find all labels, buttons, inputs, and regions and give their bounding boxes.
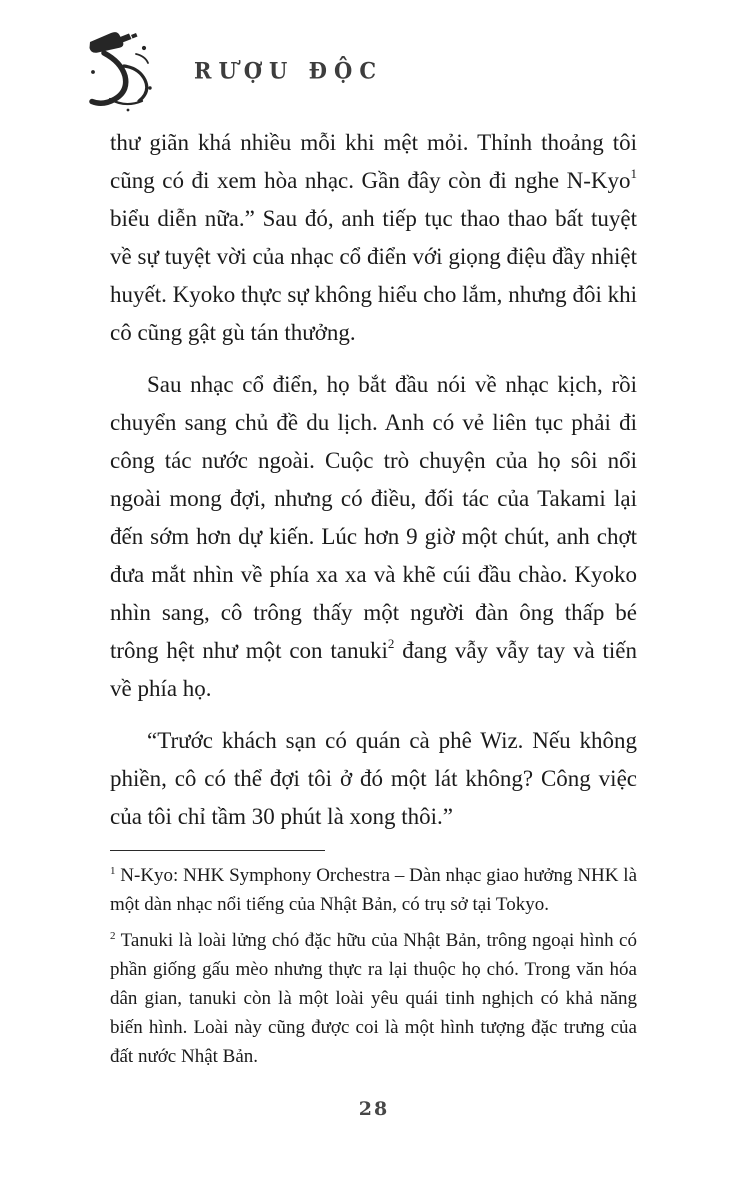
paragraph-1 [110, 124, 637, 352]
footnote-ref-2: 2 [387, 636, 395, 652]
page-number: 28 [358, 1098, 390, 1120]
footnote-1-marker: 1 [110, 864, 116, 877]
paragraph-3-text: “Trước khách sạn có quán cà phê Wiz. Nếu không phiền, cô có thể đợi tôi ở đó một lát không? Công việc của tôi chỉ tầm 30 phút là xong thôi.” [110, 728, 637, 829]
paragraph-2-text: Sau nhạc cổ điển, họ bắt đầu nói về nhạc kịch, rồi chuyển sang chủ đề du lịch. Anh có vẻ liên tục phải đi công tác nước ngoài. Cuộc trò chuyện của họ sôi nổi ngoài mong đợi, nhưng có điều, đối tác của Takami lại đến sớm hơn dự kiến. Lúc hơn 9 giờ một chút, anh chợt đưa mắt nhìn về phía xa xa và khẽ cúi đầu chào. Kyoko nhìn sang, cô trông thấy một người đàn ông thấp bé trông hệt như một con tanuki [110, 372, 637, 663]
footnote-ref-1: 1 [630, 166, 637, 182]
paragraph-2-text-cont: đang vẫy vẫy tay và tiến về phía họ. [110, 638, 638, 701]
ink-dragon-logo-icon [80, 26, 174, 114]
footnote-separator [110, 850, 325, 851]
footnotes [110, 861, 637, 1071]
paragraph-3 [110, 722, 637, 836]
running-header [80, 26, 383, 114]
paragraph-1-text: thư giãn khá nhiều mỗi khi mệt mỏi. Thỉnh thoảng tôi cũng có đi xem hòa nhạc. Gần đây còn đi nghe N-Kyo [110, 130, 637, 193]
book-title: RƯỢU ĐỘC [194, 56, 384, 84]
footnote-2-marker: 2 [110, 929, 116, 942]
footnote-1 [110, 861, 637, 919]
footnote-2 [110, 926, 637, 1071]
footnote-2-text: Tanuki là loài lửng chó đặc hữu của Nhật Bản, trông ngoại hình có phần giống gấu mèo nhưng thực ra lại thuộc họ chó. Trong văn hóa dân gian, tanuki còn là một loài yêu quái tinh nghịch có khả năng biến hình. Loài này cũng được coi là một hình tượng đặc trưng của đất nước Nhật Bản. [110, 930, 637, 1067]
footnote-1-text: N-Kyo: NHK Symphony Orchestra – Dàn nhạc giao hưởng NHK là một dàn nhạc nổi tiếng của Nhật Bản, có trụ sở tại Tokyo. [110, 865, 637, 915]
paragraph-1-text-cont: biểu diễn nữa.” Sau đó, anh tiếp tục thao thao bất tuyệt về sự tuyệt vời của nhạc cổ điển với giọng điệu đầy nhiệt huyết. Kyoko thực sự không hiểu cho lắm, nhưng đôi khi cô cũng gật gù tán thưởng. [110, 206, 637, 345]
page-content [110, 124, 637, 1078]
paragraph-2 [110, 366, 637, 708]
